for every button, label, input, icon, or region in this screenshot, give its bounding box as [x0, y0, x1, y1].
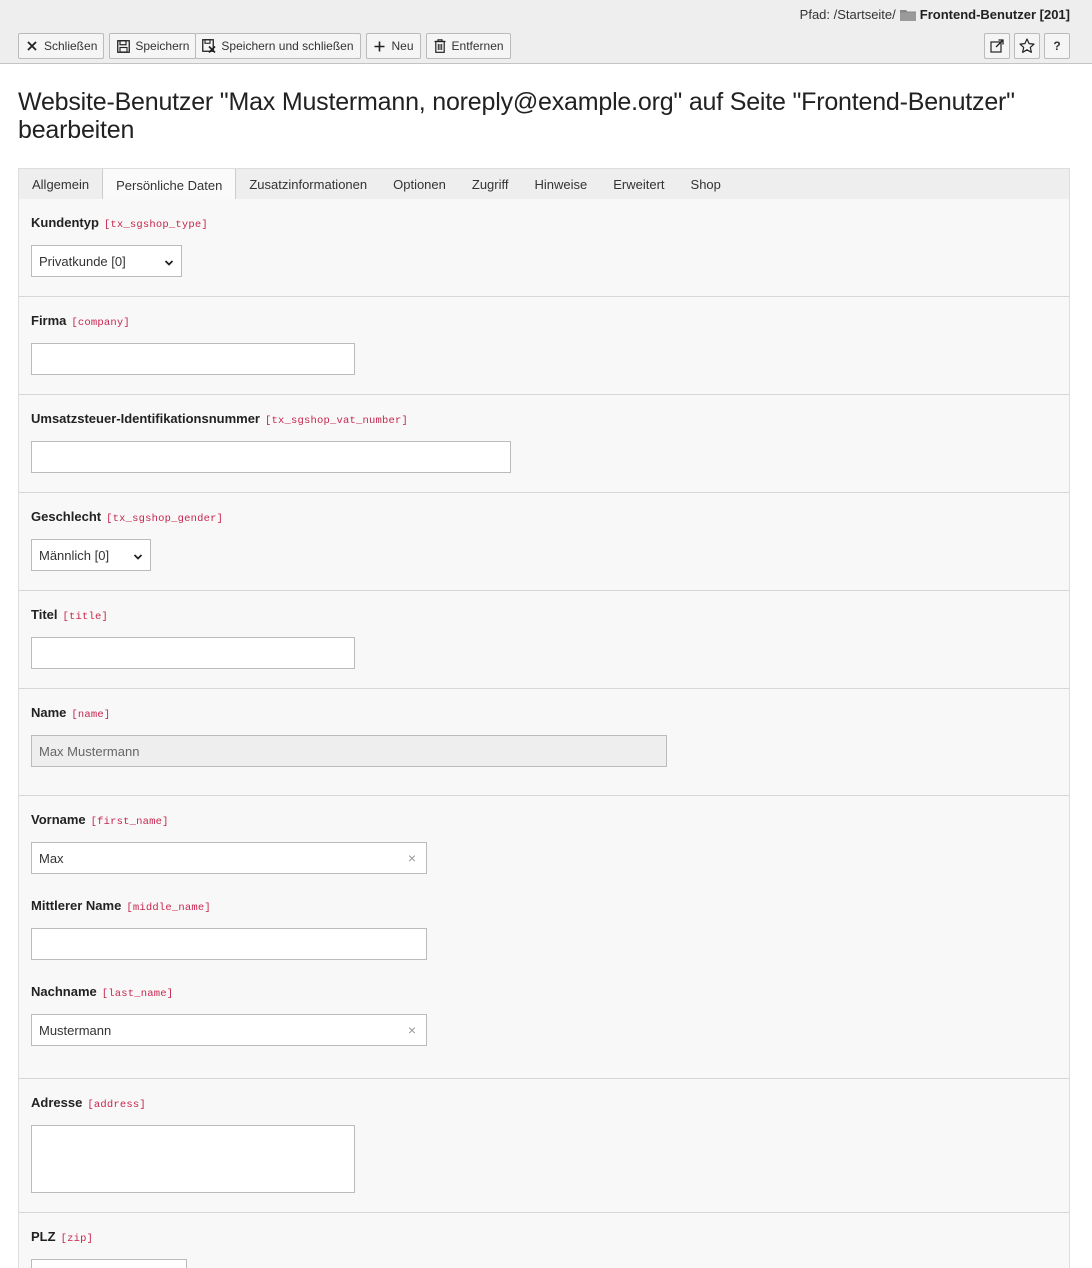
firma-code: [company]	[71, 317, 130, 329]
delete-button[interactable]	[426, 33, 511, 59]
firma-label: Firma	[31, 313, 67, 328]
vat-code: [tx_sgshop_vat_number]	[265, 415, 409, 427]
field-label-gender	[31, 509, 1057, 527]
last-name-value: Mustermann	[39, 1022, 112, 1038]
save-close-button[interactable]	[195, 33, 360, 59]
bookmark-button[interactable]	[1014, 33, 1040, 59]
tab-persoenliche-daten[interactable]: Persönliche Daten	[102, 169, 236, 201]
section-firma	[19, 297, 1069, 395]
vat-input[interactable]	[31, 441, 511, 473]
first-name-value: Max	[39, 850, 64, 866]
first-name-label: Vorname	[31, 812, 86, 827]
help-button[interactable]: ?	[1044, 33, 1070, 59]
address-textarea[interactable]	[31, 1125, 355, 1193]
clear-icon[interactable]: ×	[407, 850, 416, 866]
chevron-down-icon	[133, 550, 143, 560]
section-vat	[19, 395, 1069, 493]
zip-code: [zip]	[60, 1233, 94, 1245]
field-label-firma	[31, 313, 1057, 331]
tab-shop[interactable]: Shop	[690, 177, 721, 192]
address-label: Adresse	[31, 1095, 83, 1110]
form-panel	[18, 199, 1070, 1268]
tab-hinweise[interactable]: Hinweise	[534, 177, 588, 192]
kundentyp-label: Kundentyp	[31, 215, 99, 230]
folder-icon	[900, 9, 916, 21]
vat-label: Umsatzsteuer-Identifikationsnummer	[31, 411, 260, 426]
path-current[interactable]: Frontend-Benutzer [201]	[919, 7, 1070, 22]
tab-allgemein[interactable]: Allgemein	[32, 177, 90, 192]
gender-label: Geschlecht	[31, 509, 102, 524]
field-label-first-name	[31, 812, 1057, 830]
gender-select[interactable]	[31, 539, 151, 571]
zip-input[interactable]	[31, 1259, 187, 1268]
save-close-button-label: Speichern und schließen	[221, 39, 354, 53]
field-label-address	[31, 1095, 1057, 1113]
open-in-new-window-button[interactable]	[984, 33, 1010, 59]
close-icon	[25, 39, 39, 53]
first-name-input[interactable]	[31, 842, 427, 874]
chevron-down-icon	[164, 256, 174, 266]
middle-name-code: [middle_name]	[126, 902, 211, 914]
tab-zugriff[interactable]: Zugriff	[471, 177, 509, 192]
delete-button-label: Entfernen	[451, 39, 504, 53]
trash-icon	[433, 39, 447, 53]
doc-header	[0, 0, 1092, 64]
external-link-icon	[990, 39, 1004, 53]
path-prefix: Pfad: /Startseite/	[799, 7, 896, 22]
last-name-label: Nachname	[31, 984, 97, 999]
title-code: [title]	[62, 611, 109, 623]
plus-icon	[373, 39, 387, 53]
save-icon	[116, 39, 130, 53]
clear-icon[interactable]: ×	[407, 1022, 416, 1038]
title-input[interactable]	[31, 637, 355, 669]
gender-value: Männlich [0]	[39, 547, 110, 563]
field-label-kundentyp	[31, 215, 1057, 233]
tab-optionen[interactable]: Optionen	[393, 177, 446, 192]
new-button[interactable]	[366, 33, 421, 59]
address-code: [address]	[87, 1099, 146, 1111]
save-button-group	[109, 33, 360, 59]
kundentyp-code: [tx_sgshop_type]	[103, 219, 208, 231]
save-button[interactable]	[109, 33, 196, 59]
first-name-code: [first_name]	[90, 816, 169, 828]
kundentyp-value: Privatkunde [0]	[39, 253, 126, 269]
name-code: [name]	[71, 709, 111, 721]
field-label-title	[31, 607, 1057, 625]
middle-name-label: Mittlerer Name	[31, 898, 122, 913]
name-label: Name	[31, 705, 67, 720]
section-gender	[19, 493, 1069, 591]
tab-erweitert[interactable]: Erweitert	[613, 177, 665, 192]
page-title: Website-Benutzer "Max Mustermann, noreply@example.org" auf Seite "Frontend-Benutzer" bearbeiten	[18, 88, 1015, 144]
section-title	[19, 591, 1069, 689]
field-label-name	[31, 705, 1057, 723]
gender-code: [tx_sgshop_gender]	[106, 513, 224, 525]
last-name-code: [last_name]	[101, 988, 174, 1000]
kundentyp-select[interactable]	[31, 245, 182, 277]
star-icon	[1019, 38, 1035, 54]
middle-name-input[interactable]	[31, 928, 427, 960]
right-toolbar	[980, 33, 1070, 59]
toolbar	[18, 33, 511, 59]
field-label-last-name	[31, 984, 1057, 1002]
section-name	[19, 689, 1069, 796]
field-label-zip	[31, 1229, 1057, 1247]
save-button-label: Speichern	[135, 39, 190, 53]
field-label-middle-name	[31, 898, 1057, 916]
tab-bar	[18, 168, 1070, 200]
breadcrumb	[800, 7, 1070, 22]
title-label: Titel	[31, 607, 58, 622]
section-name-parts	[19, 796, 1069, 1079]
name-input: Max Mustermann	[31, 735, 667, 767]
close-button[interactable]	[18, 33, 104, 59]
firma-input[interactable]	[31, 343, 355, 375]
section-address	[19, 1079, 1069, 1213]
zip-label: PLZ	[31, 1229, 56, 1244]
field-label-vat	[31, 411, 1057, 429]
section-zip	[19, 1213, 1069, 1268]
section-kundentyp	[19, 199, 1069, 297]
tab-zusatzinformationen[interactable]: Zusatzinformationen	[249, 177, 368, 192]
last-name-input[interactable]	[31, 1014, 427, 1046]
close-button-label: Schließen	[44, 39, 98, 53]
save-close-icon	[202, 39, 216, 53]
new-button-label: Neu	[391, 39, 414, 53]
